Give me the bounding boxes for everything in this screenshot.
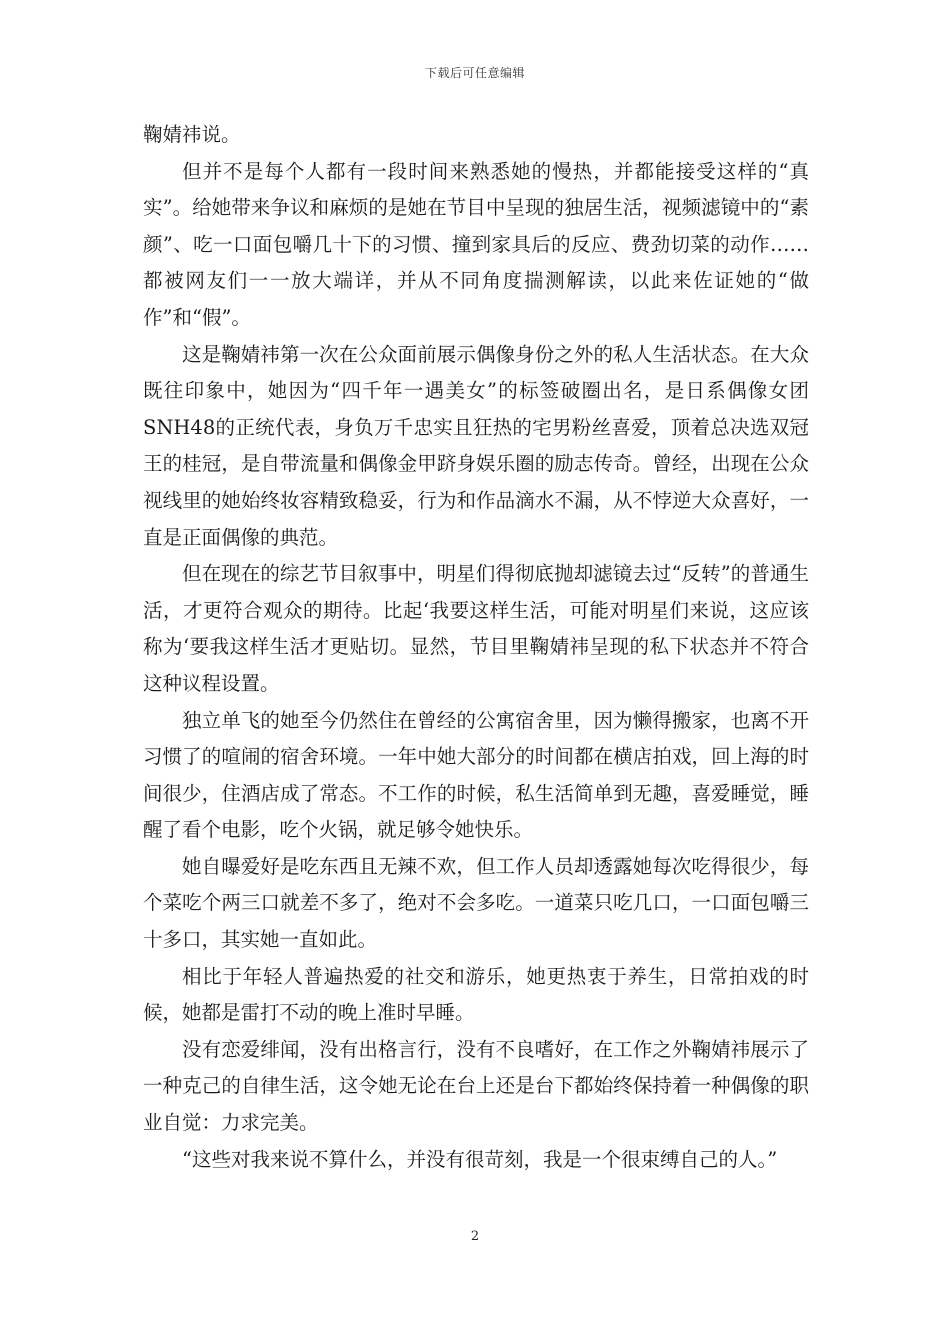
paragraph-4: 但在现在的综艺节目叙事中，明星们得彻底抛却滤镜去过“反转”的普通生活，才更符合观众的期待。比起‘我要这样生活，可能对明星们来说，这应该称为‘要我这样生活才更贴切。显然，节目里鞠婧祎呈现的私下状态并不符合这种议程设置。 <box>143 562 809 695</box>
paragraph-2: 但并不是每个人都有一段时间来熟悉她的慢热，并都能接受这样的“真实”。给她带来争议和麻烦的是她在节目中呈现的独居生活，视频滤镜中的“素颜”、吃一口面包嚼几十下的习惯、撞到家具后的反应、费劲切菜的动作……都被网友们一一放大端详，并从不同角度揣测解读，以此来佐证她的“做作”和“假”。 <box>143 159 809 329</box>
paragraph-6: 她自曝爱好是吃东西且无辣不欢，但工作人员却透露她每次吃得很少，每个菜吃个两三口就差不多了，绝对不会多吃。一道菜只吃几口，一口面包嚼三十多口，其实她一直如此。 <box>143 854 809 952</box>
paragraph-7: 相比于年轻人普遍热爱的社交和游乐，她更热衷于养生，日常拍戏的时候，她都是雷打不动的晚上准时早睡。 <box>143 964 809 1025</box>
body-text <box>143 117 809 1178</box>
paragraph-9: “这些对我来说不算什么，并没有很苛刻，我是一个很束缚自己的人。” <box>182 1147 778 1171</box>
page-header: 下载后可任意编辑 <box>424 66 525 80</box>
page-number: 2 <box>470 1229 480 1244</box>
paragraph-8: 没有恋爱绯闻，没有出格言行，没有不良嗜好，在工作之外鞠婧祎展示了一种克己的自律生活，这令她无论在台上还是台下都始终保持着一种偶像的职业自觉：力求完美。 <box>143 1037 809 1135</box>
paragraph-5: 独立单飞的她至今仍然住在曾经的公寓宿舍里，因为懒得搬家，也离不开习惯了的喧闹的宿舍环境。一年中她大部分的时间都在横店拍戏，回上海的时间很少，住酒店成了常态。不工作的时候，私生活简单到无趣，喜爱睡觉，睡醒了看个电影，吃个火锅，就足够令她快乐。 <box>143 708 809 842</box>
paragraph-1: 鞠婧祎说。 <box>143 123 241 146</box>
paragraph-3: 这是鞠婧祎第一次在公众面前展示偶像身份之外的私人生活状态。在大众既往印象中，她因为“四千年一遇美女”的标签破圈出名，是日系偶像女团SNH48的正统代表，身负万千忠实且狂热的宅男粉丝喜爱，顶着总决选双冠王的桂冠，是自带流量和偶像金甲跻身娱乐圈的励志传奇。曾经，出现在公众视线里的她始终妆容精致稳妥，行为和作品滴水不漏，从不悖逆大众喜好，一直是正面偶像的典范。 <box>143 342 809 549</box>
